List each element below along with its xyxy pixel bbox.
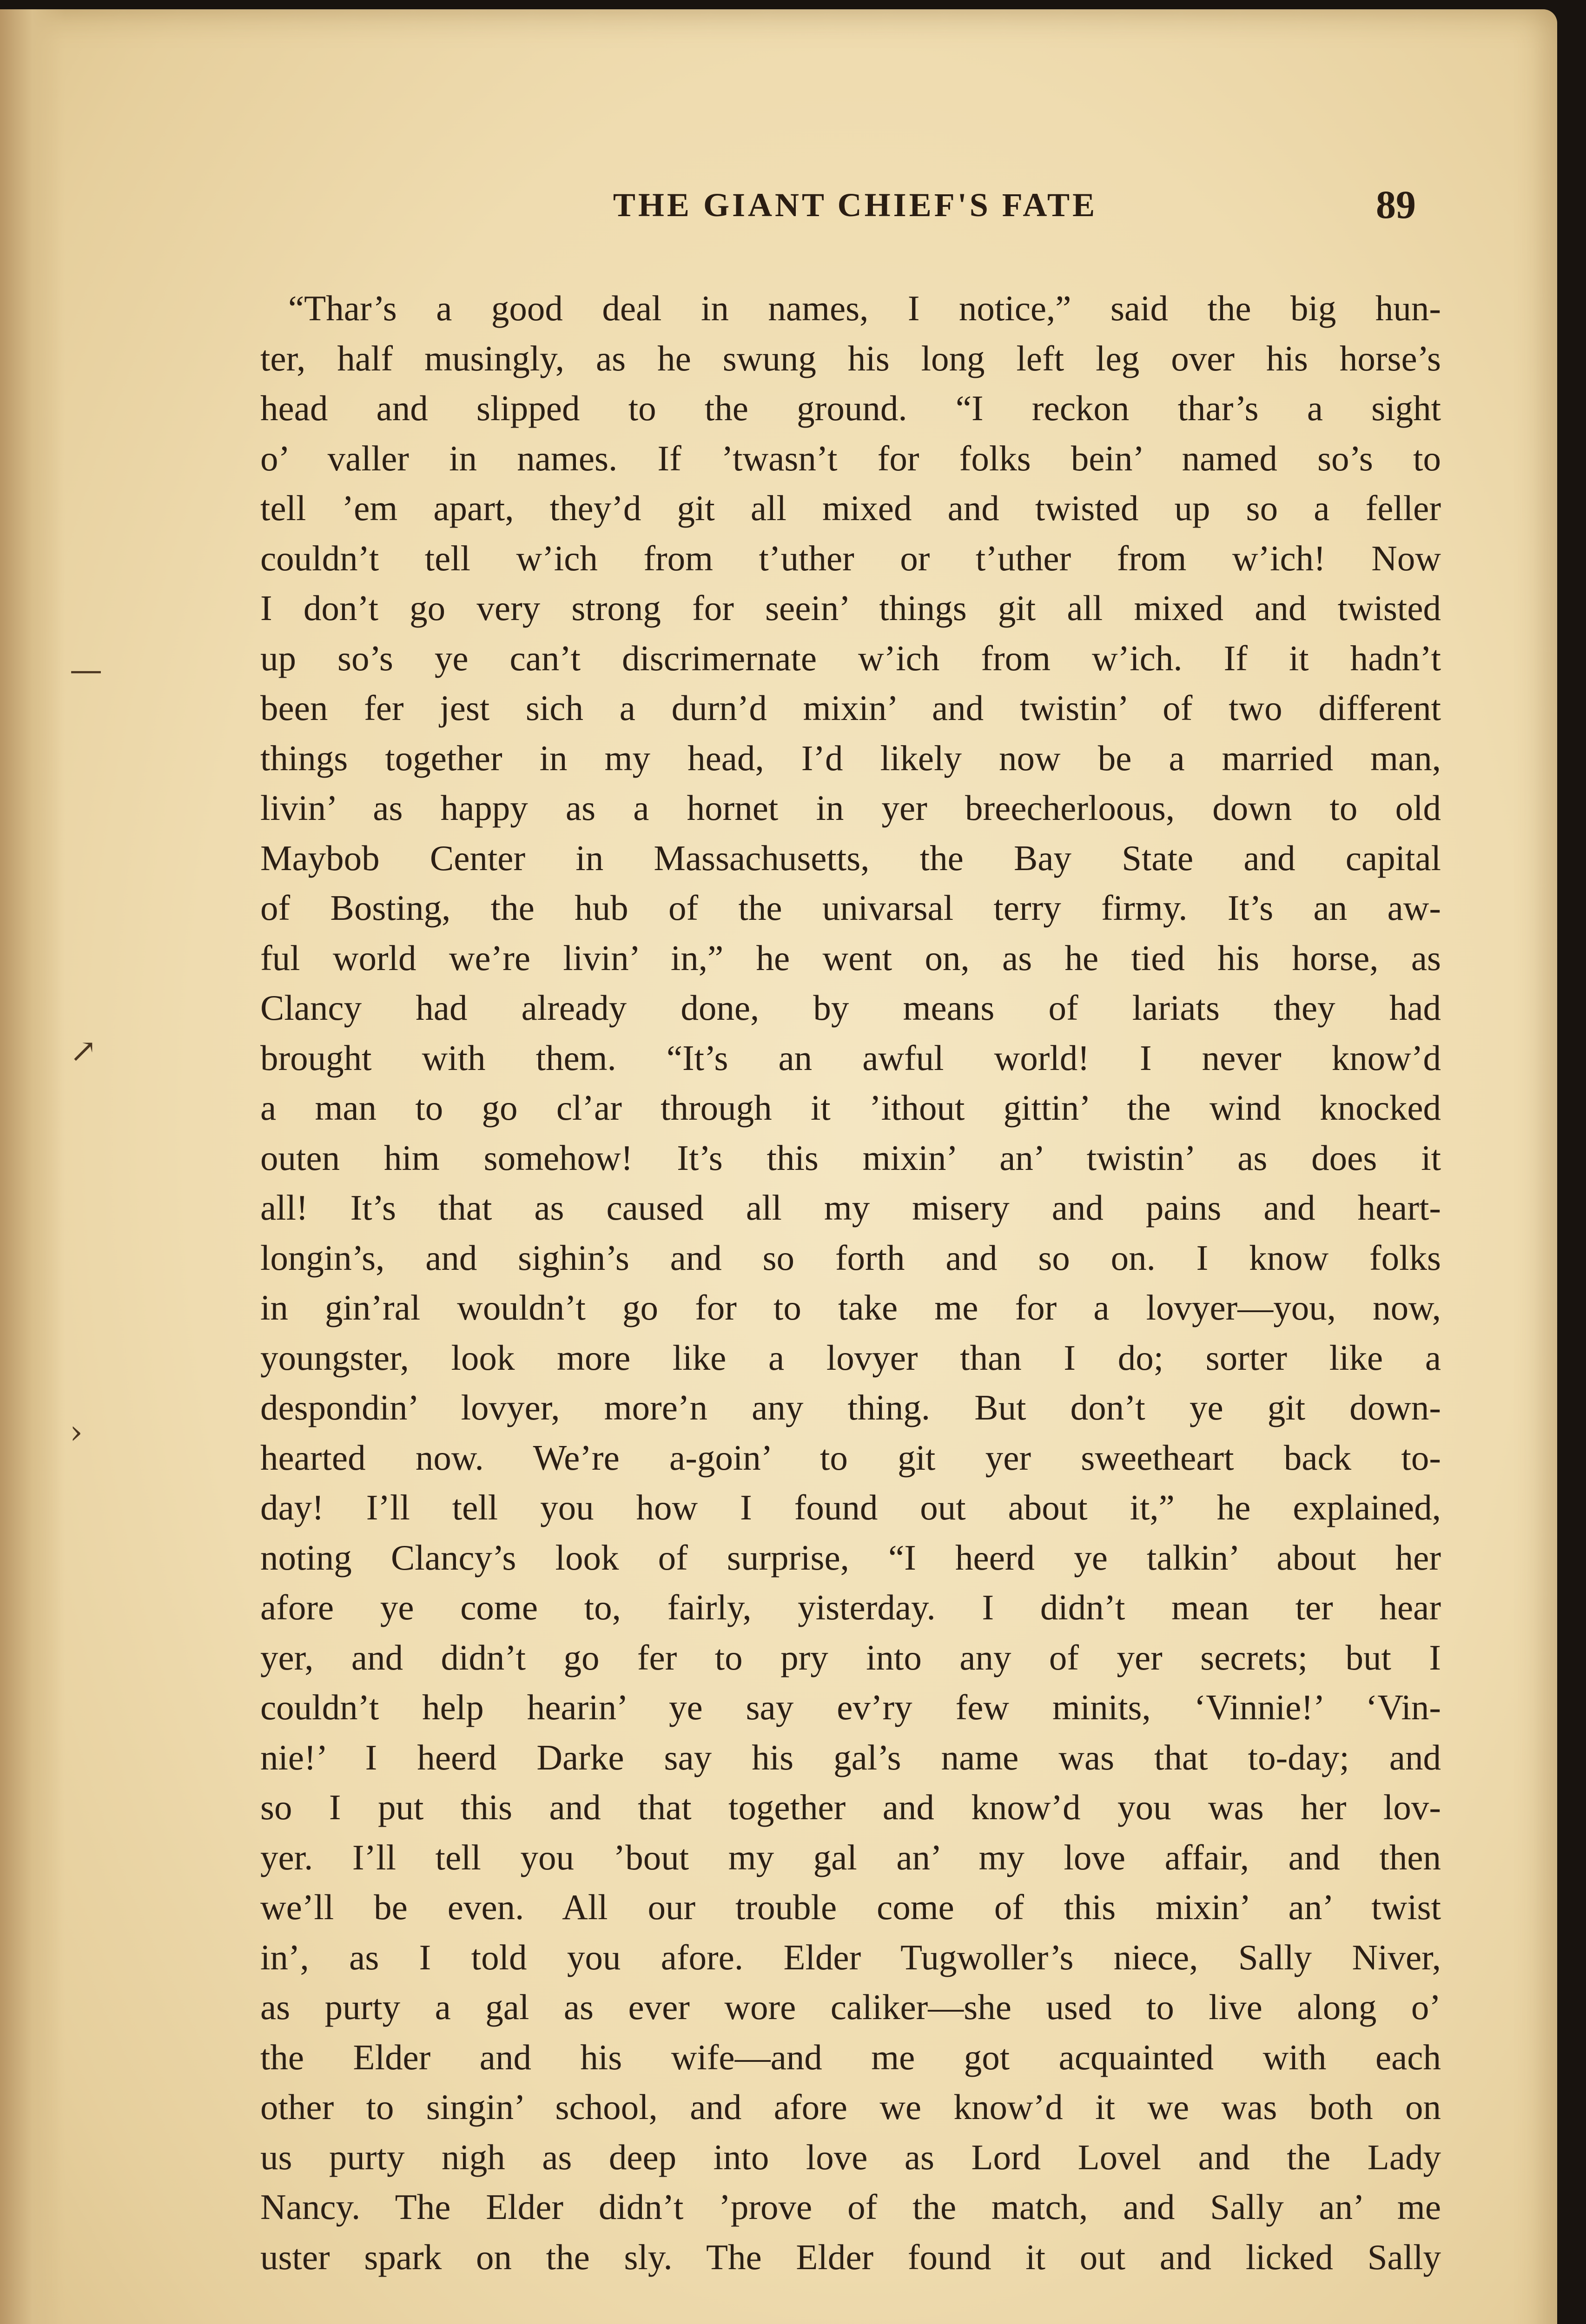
text-line: “Thar’s a good deal in names, I notice,” said the big hun- <box>288 288 1441 328</box>
text-line: ful world we’re livin’ in,” he went on, as he tied his horse, as <box>260 938 1441 978</box>
text-line: longin’s, and sighin’s and so forth and so on. I know folks <box>260 1237 1441 1278</box>
margin-speck: — <box>70 651 102 689</box>
text-line: in’, as I told you afore. Elder Tugwoller’s niece, Sally Niver, <box>260 1937 1441 1977</box>
margin-speck: ↗ <box>70 1032 97 1070</box>
text-line: Nancy. The Elder didn’t ’prove of the match, and Sally an’ me <box>260 2187 1441 2227</box>
running-header: THE GIANT CHIEF'S FATE <box>613 186 1098 224</box>
text-line: the Elder and his wife—and me got acquainted with each <box>260 2037 1441 2077</box>
page-number: 89 <box>1376 182 1416 227</box>
text-line: all! It’s that as caused all my misery and pains and heart- <box>260 1188 1441 1228</box>
text-line: day! I’ll tell you how I found out about it,” he explained, <box>260 1487 1441 1527</box>
margin-speck: › <box>70 1413 83 1451</box>
text-line: afore ye come to, fairly, yisterday. I didn’t mean ter hear <box>260 1587 1441 1627</box>
text-line: yer, and didn’t go fer to pry into any of yer secrets; but I <box>260 1637 1441 1677</box>
text-line: as purty a gal as ever wore caliker—she used to live along o’ <box>260 1987 1441 2027</box>
text-line: youngster, look more like a lovyer than I do; sorter like a <box>260 1337 1441 1378</box>
text-line: ter, half musingly, as he swung his long left leg over his horse’s <box>260 338 1441 378</box>
text-line: couldn’t help hearin’ ye say ev’ry few minits, ‘Vinnie!’ ‘Vin- <box>260 1687 1441 1727</box>
text-line: us purty nigh as deep into love as Lord Lovel and the Lady <box>260 2137 1441 2177</box>
text-line: o’ valler in names. If ’twasn’t for folks bein’ named so’s to <box>260 438 1441 478</box>
text-line: I don’t go very strong for seein’ things git all mixed and twisted <box>260 588 1441 628</box>
text-line: despondin’ lovyer, more’n any thing. But don’t ye git down- <box>260 1387 1441 1427</box>
text-line: hearted now. We’re a-goin’ to git yer sweetheart back to- <box>260 1437 1441 1478</box>
text-line: head and slipped to the ground. “I reckon thar’s a sight <box>260 388 1441 428</box>
text-line: nie!’ I heerd Darke say his gal’s name was that to-day; and <box>260 1737 1441 1777</box>
text-line: in gin’ral wouldn’t go for to take me for a lovyer—you, now, <box>260 1287 1441 1327</box>
text-line: so I put this and that together and know’d you was her lov- <box>260 1787 1441 1827</box>
text-line: we’ll be even. All our trouble come of this mixin’ an’ twist <box>260 1887 1441 1927</box>
text-line: tell ’em apart, they’d git all mixed and twisted up so a feller <box>260 488 1441 528</box>
text-line: Clancy had already done, by means of lariats they had <box>260 988 1441 1028</box>
text-line: other to singin’ school, and afore we know’d it we was both on <box>260 2087 1441 2127</box>
text-line: uster spark on the sly. The Elder found it out and licked Sally <box>260 2237 1441 2277</box>
text-line: a man to go cl’ar through it ’ithout gittin’ the wind knocked <box>260 1088 1441 1128</box>
page-gutter <box>0 9 65 2324</box>
text-line: of Bosting, the hub of the univarsal terry firmy. It’s an aw- <box>260 888 1441 928</box>
text-line: outen him somehow! It’s this mixin’ an’ twistin’ as does it <box>260 1137 1441 1178</box>
text-line: things together in my head, I’d likely now be a married man, <box>260 738 1441 778</box>
book-page <box>0 9 1557 2324</box>
text-line: brought with them. “It’s an awful world! I never know’d <box>260 1037 1441 1078</box>
text-line: Maybob Center in Massachusetts, the Bay State and capital <box>260 838 1441 878</box>
text-line: livin’ as happy as a hornet in yer breecherloous, down to old <box>260 788 1441 828</box>
text-line: noting Clancy’s look of surprise, “I heerd ye talkin’ about her <box>260 1537 1441 1578</box>
text-line: been fer jest sich a durn’d mixin’ and twistin’ of two different <box>260 688 1441 728</box>
text-line: up so’s ye can’t discrimernate w’ich from w’ich. If it hadn’t <box>260 638 1441 678</box>
text-line: yer. I’ll tell you ’bout my gal an’ my love affair, and then <box>260 1837 1441 1877</box>
text-line: couldn’t tell w’ich from t’uther or t’uther from w’ich! Now <box>260 538 1441 578</box>
body-text <box>260 284 1441 2282</box>
